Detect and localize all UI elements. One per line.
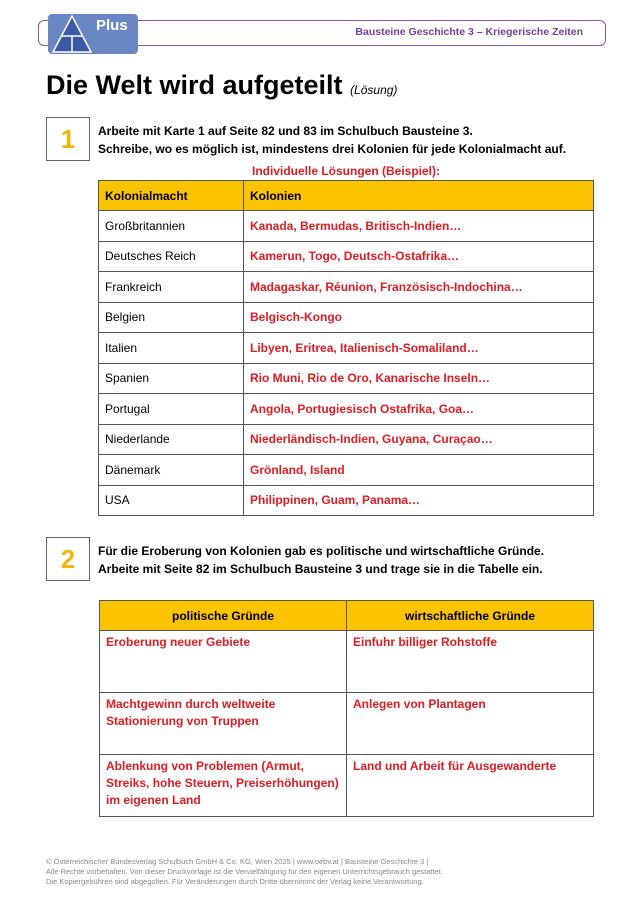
task-1-number: 1 [46, 117, 90, 161]
task-2-number: 2 [46, 537, 90, 581]
footer-line-2: Alle Rechte vorbehalten. Von dieser Druckvorlage ist die Vervielfältigung für den eigenen Unterrichtsgebrauch gestattet. [46, 867, 443, 876]
table-row [99, 394, 594, 425]
page-title [46, 70, 397, 101]
economic-reason-cell: Einfuhr billiger Rohstoffe [347, 631, 594, 693]
table-row [99, 333, 594, 364]
header-political: politische Gründe [100, 601, 347, 631]
table-row [99, 363, 594, 394]
logo-text: Plus [96, 17, 128, 34]
power-cell: Spanien [99, 363, 244, 394]
task-1-hint: Individuelle Lösungen (Beispiel): [251, 164, 440, 178]
table-row [99, 241, 594, 272]
power-cell: Dänemark [99, 455, 244, 486]
colonies-cell: Belgisch-Kongo [244, 302, 594, 333]
table-row [99, 272, 594, 303]
power-cell: Großbritannien [99, 211, 244, 242]
colonies-cell: Kanada, Bermudas, Britisch-Indien… [244, 211, 594, 242]
colonies-cell: Libyen, Eritrea, Italienisch-Somaliland… [244, 333, 594, 364]
table-row [100, 631, 594, 693]
colonies-cell: Angola, Portugiesisch Ostafrika, Goa… [244, 394, 594, 425]
table-row [100, 755, 594, 817]
colonies-cell: Philippinen, Guam, Panama… [244, 485, 594, 516]
table-row [99, 302, 594, 333]
power-cell: Italien [99, 333, 244, 364]
political-reason-cell: Eroberung neuer Gebiete [100, 631, 347, 693]
economic-reason-cell: Anlegen von Plantagen [347, 693, 594, 755]
task-2-line-1: Für die Eroberung von Kolonien gab es politische und wirtschaftliche Gründe. [98, 544, 545, 558]
task-1-line-1: Arbeite mit Karte 1 auf Seite 82 und 83 im Schulbuch Bausteine 3. [98, 124, 473, 138]
header-economic: wirtschaftliche Gründe [347, 601, 594, 631]
page-title-text: Die Welt wird aufgeteilt [46, 70, 343, 100]
economic-reason-cell: Land und Arbeit für Ausgewanderte [347, 755, 594, 817]
colonies-cell: Madagaskar, Réunion, Französisch-Indochina… [244, 272, 594, 303]
table-row [100, 693, 594, 755]
footer-line-3: Die Kopiergebühren sind abgegolten. Für Veränderungen durch Dritte übernimmt der Verlag keine Verantwortung. [46, 877, 424, 886]
table-row [99, 485, 594, 516]
colonies-cell: Grönland, Island [244, 455, 594, 486]
table-row [99, 211, 594, 242]
task-1-line-2: Schreibe, wo es möglich ist, mindestens drei Kolonien für jede Kolonialmacht auf. [98, 142, 567, 156]
page-subtitle: (Lösung) [350, 83, 398, 97]
table-row [99, 455, 594, 486]
task-2-instructions [98, 542, 544, 578]
political-reason-cell: Ablenkung von Problemen (Armut, Streiks, hohe Steuern, Preiserhöhungen) im eigenen Land [100, 755, 347, 817]
colonies-cell: Niederländisch-Indien, Guyana, Curaçao… [244, 424, 594, 455]
footer [46, 857, 443, 887]
political-reason-cell: Machtgewinn durch weltweite Stationierung von Truppen [100, 693, 347, 755]
power-cell: Deutsches Reich [99, 241, 244, 272]
power-cell: USA [99, 485, 244, 516]
colonies-cell: Kamerun, Togo, Deutsch-Ostafrika… [244, 241, 594, 272]
table-header-row [99, 181, 594, 211]
header-title: Bausteine Geschichte 3 – Kriegerische Zeiten [355, 26, 583, 38]
power-cell: Belgien [99, 302, 244, 333]
table-row [99, 424, 594, 455]
header-kolonialmacht: Kolonialmacht [99, 181, 244, 211]
task-2-line-2: Arbeite mit Seite 82 im Schulbuch Bausteine 3 und trage sie in die Tabelle ein. [98, 562, 543, 576]
header-kolonien: Kolonien [244, 181, 594, 211]
reasons-table [99, 600, 594, 817]
plus-logo [48, 14, 138, 54]
power-cell: Frankreich [99, 272, 244, 303]
table-header-row [100, 601, 594, 631]
power-cell: Niederlande [99, 424, 244, 455]
task-1-instructions [98, 122, 566, 158]
colonies-table [98, 180, 594, 516]
footer-line-1: © Österreichischer Bundesverlag Schulbuch GmbH & Co. KG, Wien 2025 | www.oebv.at | Bausteine Geschichte 3 | [46, 857, 429, 866]
colonies-cell: Rio Muni, Rio de Oro, Kanarische Inseln… [244, 363, 594, 394]
power-cell: Portugal [99, 394, 244, 425]
